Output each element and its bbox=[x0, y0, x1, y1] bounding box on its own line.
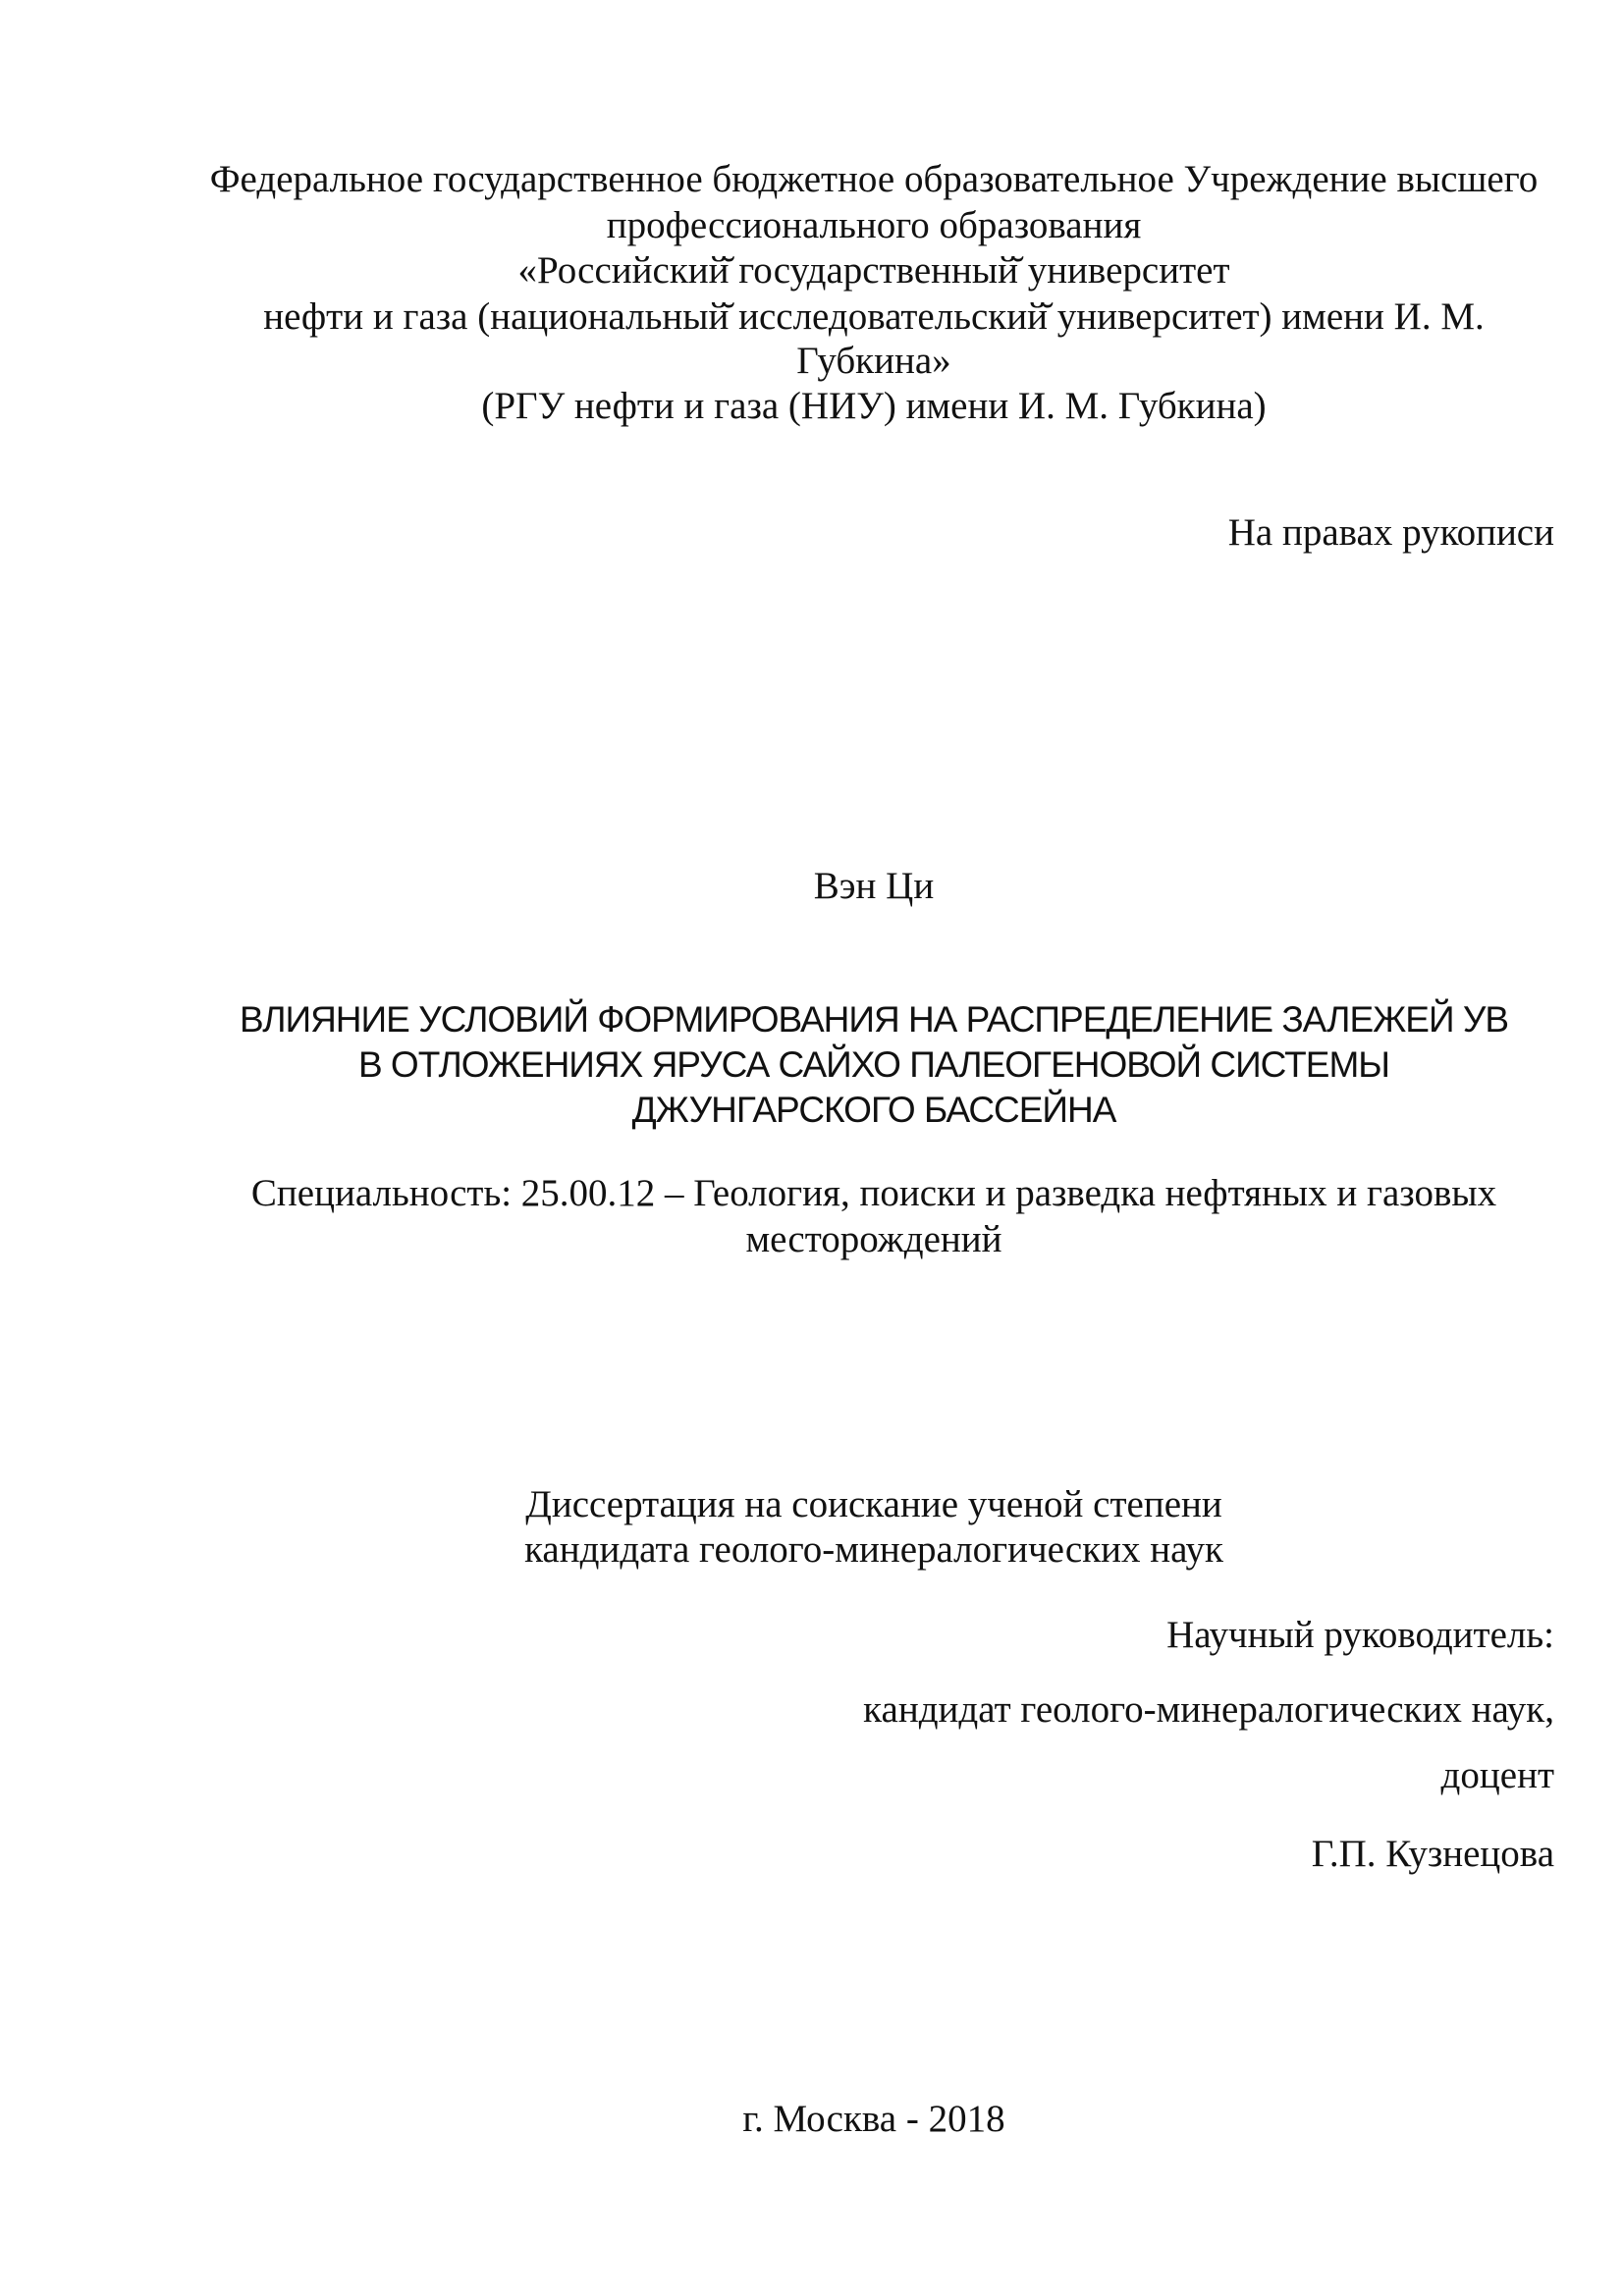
institution-line-3: «Российский̆ государственный̆ университет bbox=[517, 249, 1230, 292]
supervisor-label: Научный руководитель: bbox=[1166, 1614, 1554, 1656]
specialty-line-2: месторождений bbox=[745, 1218, 1002, 1260]
dissertation-line-1: Диссертация на соискание ученой степени bbox=[525, 1483, 1222, 1525]
title-line-1: ВЛИЯНИЕ УСЛОВИЙ ФОРМИРОВАНИЯ НА РАСПРЕДЕЛЕНИЕ ЗАЛЕЖЕЙ УВ bbox=[239, 999, 1509, 1040]
institution-line-6: (РГУ нефти и газа (НИУ) имени И. М. Губкина) bbox=[481, 385, 1267, 427]
place-year: г. Москва - 2018 bbox=[742, 2098, 1005, 2140]
manuscript-note: На правах рукописи bbox=[1227, 511, 1554, 554]
supervisor-name: Г.П. Кузнецова bbox=[1311, 1833, 1554, 1875]
title-line-2: В ОТЛОЖЕНИЯХ ЯРУСА САЙХО ПАЛЕОГЕНОВОЙ СИСТЕМЫ bbox=[357, 1044, 1390, 1085]
institution-line-1: Федеральное государственное бюджетное образовательное Учреждение высшего bbox=[209, 158, 1539, 200]
specialty-line-1: Специальность: 25.00.12 – Геология, поиски и разведка нефтяных и газовых bbox=[250, 1172, 1497, 1214]
institution-line-2: профессионального образования bbox=[606, 204, 1142, 246]
dissertation-line-2: кандидата геолого-минералогических наук bbox=[524, 1528, 1223, 1571]
supervisor-degree: кандидат геолого-минералогических наук, bbox=[863, 1688, 1554, 1731]
title-line-3: ДЖУНГАРСКОГО БАССЕЙНА bbox=[631, 1090, 1116, 1130]
author-name: Вэн Ци bbox=[813, 865, 935, 907]
institution-line-4: нефти и газа (национальный̆ исследовательский̆ университет) имени И. М. bbox=[263, 295, 1485, 338]
institution-line-5: Губкина» bbox=[796, 340, 951, 382]
supervisor-rank: доцент bbox=[1440, 1754, 1554, 1796]
